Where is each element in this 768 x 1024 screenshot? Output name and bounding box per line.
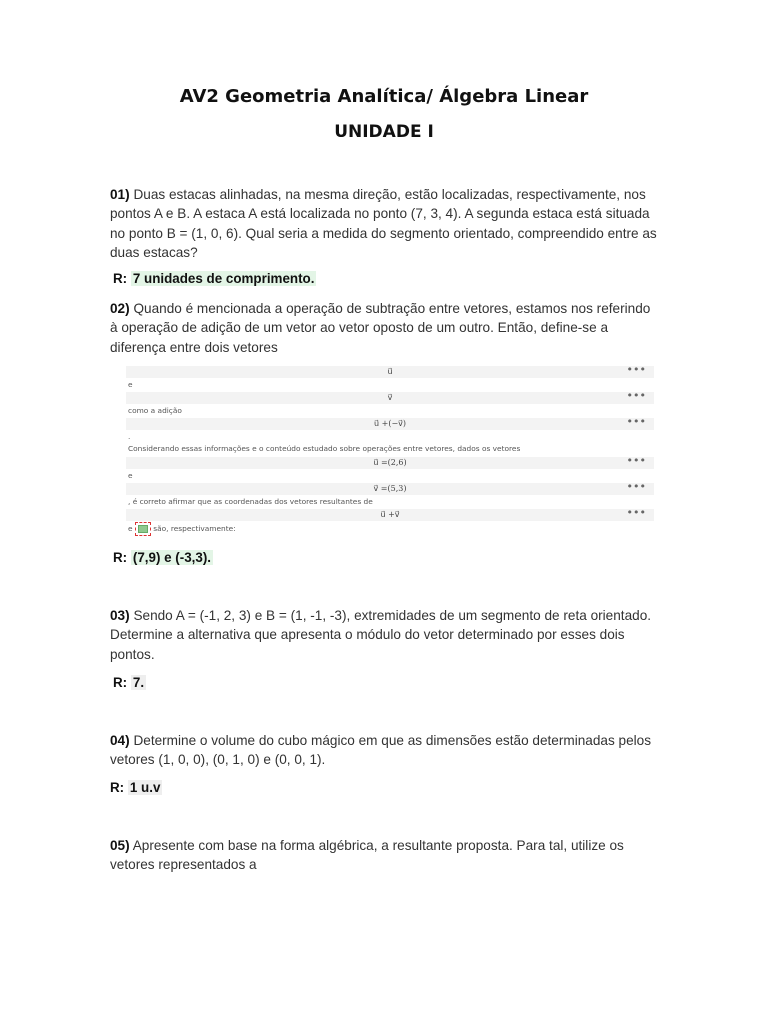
- answer-03-value: 7.: [132, 675, 145, 690]
- more-options-icon[interactable]: •••: [626, 363, 646, 376]
- math-row-1: [126, 363, 654, 378]
- math-u: u⃗: [387, 367, 393, 376]
- answer-04-label: R:: [110, 780, 125, 795]
- embed-text-7b: são, respectivamente:: [153, 524, 236, 533]
- embed-text-4: Considerando essas informações e o conteúdo estudado sobre operações entre vetores, dados os vetores: [128, 444, 521, 453]
- question-04-text: Determine o volume do cubo mágico em que as dimensões estão determinadas pelos vetores (1, 0, 0), (0, 1, 0) e (0, 0, 1).: [110, 733, 652, 768]
- embed-text-5: e: [128, 471, 133, 480]
- more-options-icon[interactable]: •••: [626, 480, 646, 493]
- math-row-2: [126, 389, 654, 404]
- answer-01-label: R:: [113, 271, 128, 286]
- answer-02: [113, 550, 213, 565]
- embed-text-6: , é correto afirmar que as coordenadas dos vetores resultantes de: [128, 497, 373, 506]
- question-03-number: 03): [110, 608, 130, 623]
- more-options-icon[interactable]: •••: [626, 506, 646, 519]
- math-row-5: [126, 480, 654, 495]
- document-title: AV2 Geometria Analítica/ Álgebra Linear: [179, 86, 589, 107]
- question-02: [110, 299, 660, 357]
- question-03-text: Sendo A = (-1, 2, 3) e B = (1, -1, -3), extremidades de um segmento de reta orientado. Determine a alternativa que apresenta o módulo do vetor determinado por esses dois pontos.: [110, 608, 652, 662]
- math-row-3: [126, 415, 654, 430]
- answer-02-label: R:: [113, 550, 128, 565]
- question-04: [110, 731, 660, 770]
- embed-text-2: como a adição: [128, 406, 182, 415]
- answer-01: [113, 271, 316, 286]
- math-row-6: [126, 506, 654, 521]
- answer-04-value: 1 u.v: [129, 780, 161, 795]
- more-options-icon[interactable]: •••: [626, 415, 646, 428]
- embed-text-3: .: [128, 432, 131, 441]
- answer-03-label: R:: [113, 675, 128, 690]
- more-options-icon[interactable]: •••: [626, 454, 646, 467]
- embedded-question-content: [126, 363, 654, 538]
- document-subtitle: UNIDADE I: [334, 122, 434, 142]
- question-01-number: 01): [110, 187, 130, 202]
- more-options-icon[interactable]: •••: [626, 389, 646, 402]
- answer-04: [110, 780, 162, 795]
- answer-02-value: (7,9) e (-3,3).: [132, 550, 212, 565]
- embed-text-7: [128, 522, 236, 536]
- broken-image-icon: [135, 522, 151, 536]
- question-05: [110, 836, 660, 875]
- question-03: [110, 606, 660, 664]
- question-01: [110, 185, 660, 263]
- question-04-number: 04): [110, 733, 130, 748]
- question-02-number: 02): [110, 301, 130, 316]
- question-05-number: 05): [110, 838, 130, 853]
- question-01-text: Duas estacas alinhadas, na mesma direção, estão localizadas, respectivamente, nos pontos A e B. A estaca A está localizada no ponto (7, 3, 4). A segunda estaca está situada no ponto B = (1, 0, 6). Qual seria a medida do segmento orientado, compreendido entre as duas estacas?: [110, 187, 657, 261]
- question-05-text: Apresente com base na forma algébrica, a resultante proposta. Para tal, utilize os vetores representados a: [110, 838, 624, 873]
- answer-01-value: 7 unidades de comprimento.: [132, 271, 315, 286]
- math-u-plus-v: u⃗ +v⃗: [380, 510, 400, 519]
- answer-03: [113, 675, 146, 690]
- math-v-value: v⃗ =(5,3): [373, 484, 407, 493]
- math-u-value: u⃗ =(2,6): [373, 458, 407, 467]
- embed-text-7a: e: [128, 524, 133, 533]
- embed-text-1: e: [128, 380, 133, 389]
- question-02-text: Quando é mencionada a operação de subtração entre vetores, estamos nos referindo à operação de adição de um vetor ao vetor oposto de um outro. Então, define-se a diferença entre dois vetores: [110, 301, 651, 355]
- math-row-4: [126, 454, 654, 469]
- math-v: v⃗: [387, 393, 393, 402]
- math-u-plus-minus-v: u⃗ +(−v⃗): [374, 419, 406, 428]
